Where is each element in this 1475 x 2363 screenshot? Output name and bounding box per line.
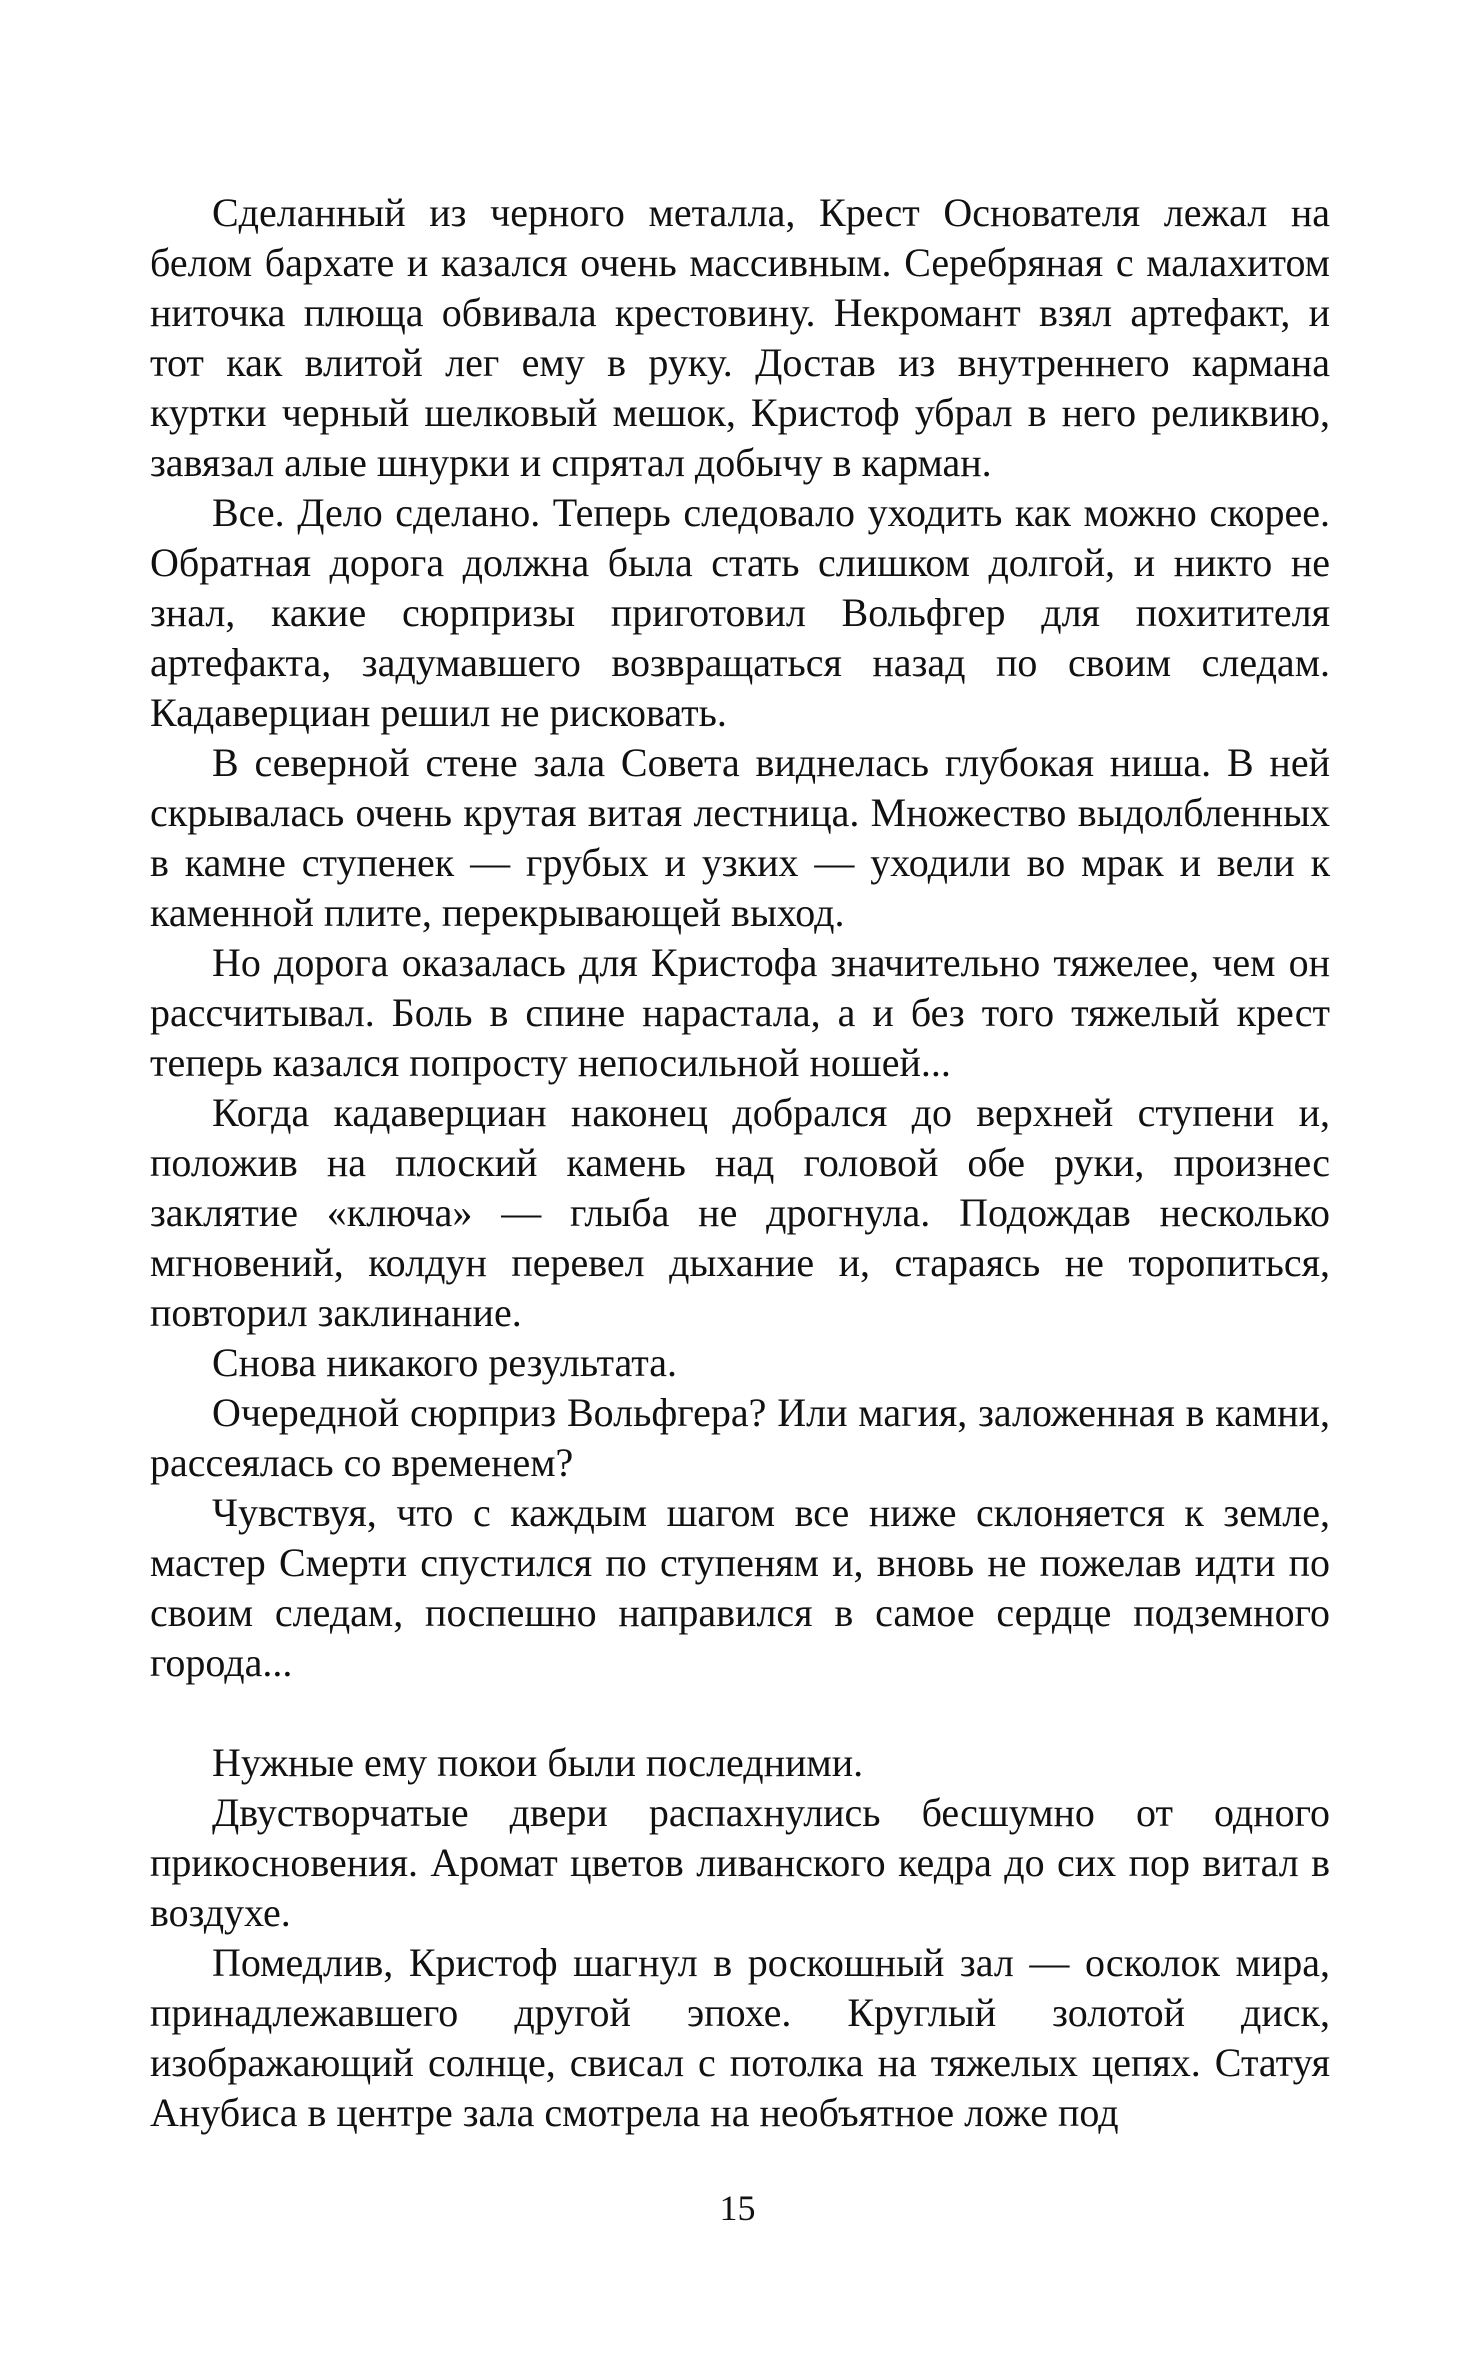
paragraph-2: Все. Дело сделано. Теперь следовало уходить как можно скорее. Обратная дорога должна была стать слишком долгой, и никто не знал, какие сюрпризы приготовил Вольфгер для похитителя артефакта, задумавшего возвращаться назад по своим следам. Кадаверциан решил не рисковать.	[150, 490, 1330, 735]
paragraph-6: Снова никакого результата.	[212, 1340, 677, 1385]
paragraph-10: Двустворчатые двери распахнулись бесшумно от одного прикосновения. Аромат цветов ливанского кедра до сих пор витал в воздухе.	[150, 1790, 1330, 1935]
paragraph-1: Сделанный из черного металла, Крест Основателя лежал на белом бархате и казался очень массивным. Серебряная с малахитом ниточка плюща обвивала крестовину. Некромант взял артефакт, и тот как влитой лег ему в руку. Достав из внутреннего кармана куртки черный шелковый мешок, Кристоф убрал в него реликвию, завязал алые шнурки и спрятал добычу в карман.	[150, 190, 1330, 485]
page-body	[150, 188, 1330, 2138]
page-number: 15	[719, 2188, 756, 2228]
paragraph-7: Очередной сюрприз Вольфгера? Или магия, заложенная в камни, рассеялась со временем?	[150, 1390, 1330, 1485]
section-break	[150, 1688, 1330, 1738]
paragraph-9: Нужные ему покои были последними.	[212, 1740, 864, 1785]
paragraph-8: Чувствуя, что с каждым шагом все ниже склоняется к земле, мастер Смерти спустился по ступеням и, вновь не пожелав идти по своим следам, поспешно направился в самое сердце подземного города...	[150, 1490, 1330, 1685]
paragraph-4: Но дорога оказалась для Кристофа значительно тяжелее, чем он рассчитывал. Боль в спине нарастала, а и без того тяжелый крест теперь казался попросту непосильной ношей...	[150, 940, 1330, 1085]
paragraph-5: Когда кадаверциан наконец добрался до верхней ступени и, положив на плоский камень над головой обе руки, произнес заклятие «ключа» — глыба не дрогнула. Подождав несколько мгновений, колдун перевел дыхание и, стараясь не торопиться, повторил заклинание.	[150, 1090, 1330, 1335]
paragraph-3: В северной стене зала Совета виднелась глубокая ниша. В ней скрывалась очень крутая витая лестница. Множество выдолбленных в камне ступенек — грубых и узких — уходили во мрак и вели к каменной плите, перекрывающей выход.	[150, 740, 1330, 935]
paragraph-11: Помедлив, Кристоф шагнул в роскошный зал — осколок мира, принадлежавшего другой эпохе. Круглый золотой диск, изображающий солнце, свисал с потолка на тяжелых цепях. Статуя Анубиса в центре зала смотрела на необъятное ложе под	[150, 1940, 1330, 2135]
